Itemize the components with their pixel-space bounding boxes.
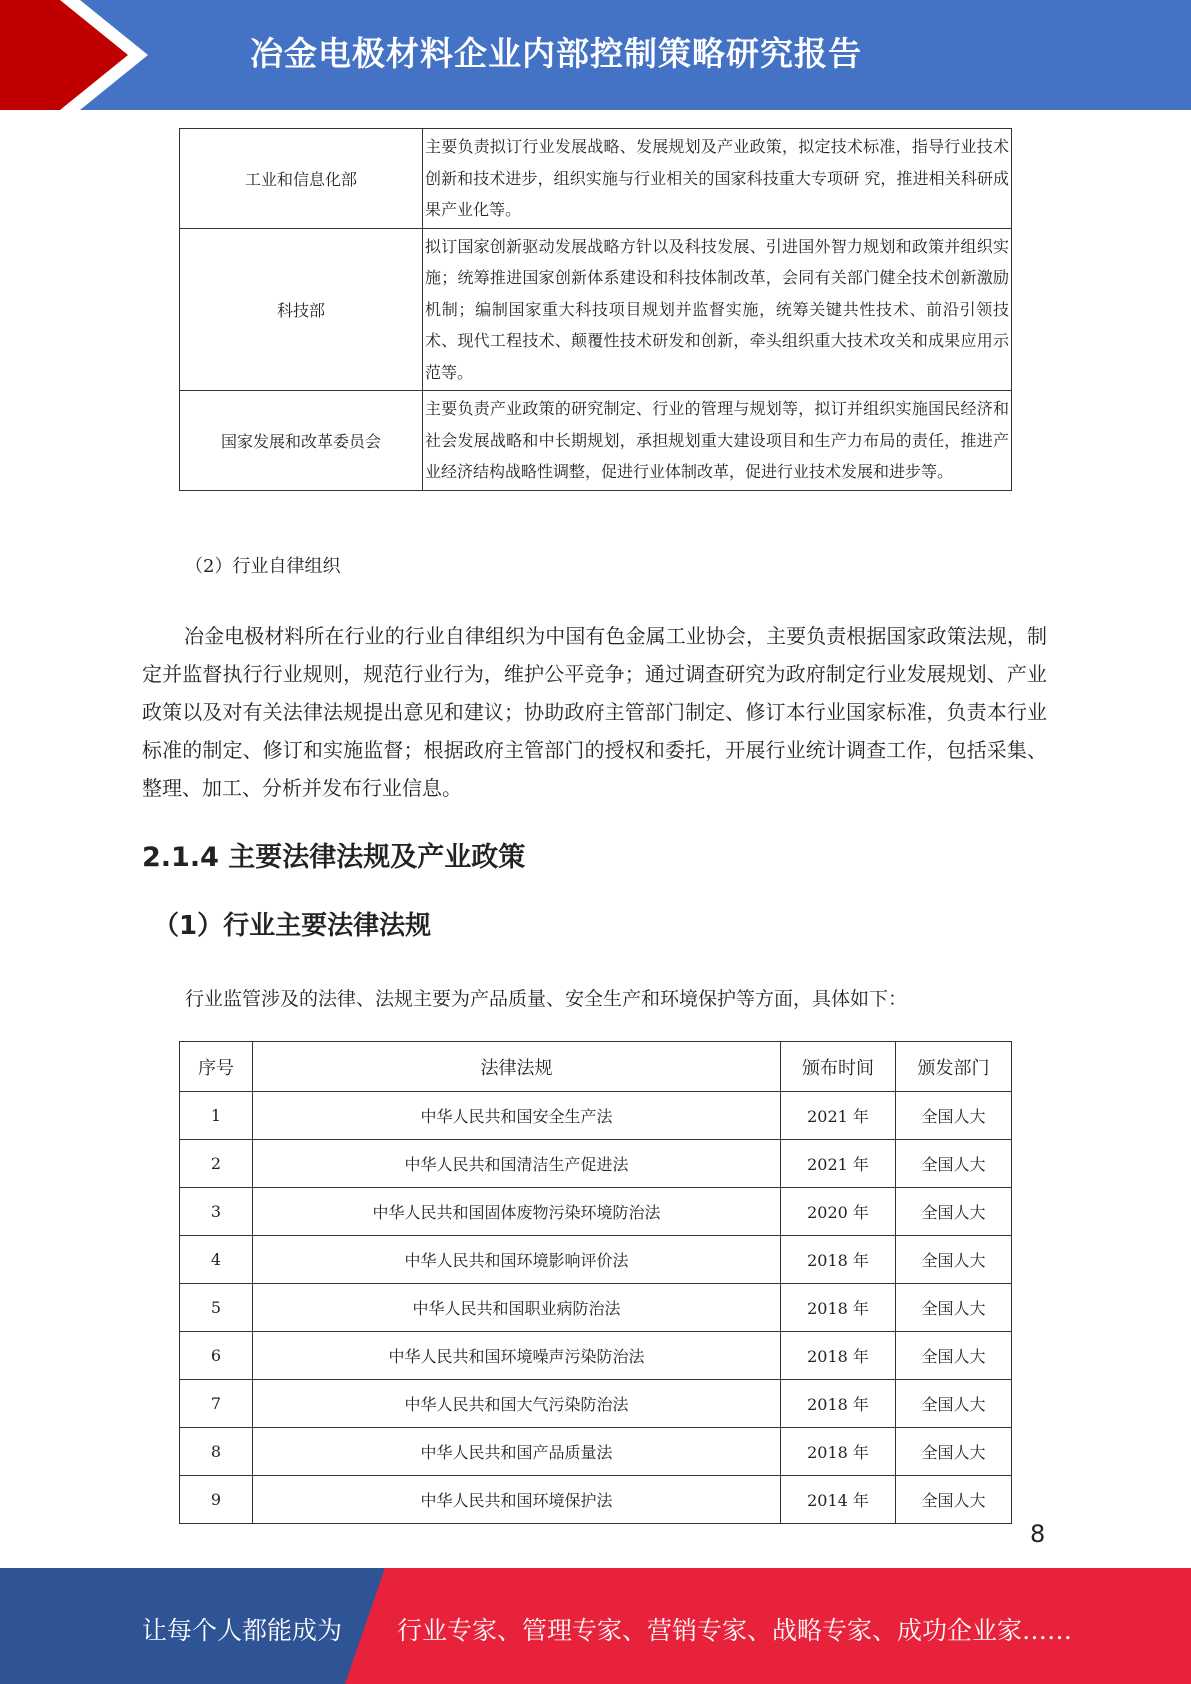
issuing-body: 全国人大 — [896, 1284, 1012, 1332]
issuing-body: 全国人大 — [896, 1428, 1012, 1476]
table-row — [180, 1188, 1012, 1236]
law-name: 中华人民共和国环境噪声污染防治法 — [253, 1332, 781, 1380]
law-name: 中华人民共和国大气污染防治法 — [253, 1380, 781, 1428]
table-row — [180, 1476, 1012, 1524]
intro-text: 行业监管涉及的法律、法规主要为产品质量、安全生产和环境保护等方面，具体如下： — [185, 988, 908, 1010]
issuing-body: 全国人大 — [896, 1476, 1012, 1524]
department-duty: 主要负责拟订行业发展战略、发展规划及产业政策，拟定技术标准，指导行业技术创新和技术进步，组织实施与行业相关的国家科技重大专项研 究，推进相关科研成果产业化等。 — [423, 129, 1012, 229]
law-name: 中华人民共和国职业病防治法 — [253, 1284, 781, 1332]
column-header: 法律法规 — [253, 1042, 781, 1092]
issuing-body: 全国人大 — [896, 1236, 1012, 1284]
issue-year: 2021 年 — [781, 1140, 896, 1188]
issuing-body: 全国人大 — [896, 1092, 1012, 1140]
row-number: 7 — [180, 1380, 253, 1428]
issue-year: 2020 年 — [781, 1188, 896, 1236]
department-duty: 主要负责产业政策的研究制定、行业的管理与规划等，拟订并组织实施国民经济和社会发展战略和中长期规划，承担规划重大建设项目和生产力布局的责任，推进产业经济结构战略性调整，促进行业体制改革，促进行业技术发展和进步等。 — [423, 391, 1012, 491]
table-row — [180, 228, 1012, 391]
row-number: 5 — [180, 1284, 253, 1332]
table-row — [180, 391, 1012, 491]
row-number: 8 — [180, 1428, 253, 1476]
subsection-title: （2）行业自律组织 — [185, 556, 341, 577]
department-name: 科技部 — [180, 228, 423, 391]
subsection-heading: （1）行业主要法律法规 — [153, 911, 432, 941]
row-number: 4 — [180, 1236, 253, 1284]
table-row — [180, 1332, 1012, 1380]
issue-year: 2018 年 — [781, 1332, 896, 1380]
report-title: 冶金电极材料企业内部控制策略研究报告 — [250, 34, 862, 73]
row-number: 6 — [180, 1332, 253, 1380]
department-name: 国家发展和改革委员会 — [180, 391, 423, 491]
table-row — [180, 1428, 1012, 1476]
table-row — [180, 1092, 1012, 1140]
department-table — [179, 128, 1012, 491]
table-row — [180, 1284, 1012, 1332]
body-paragraph: 冶金电极材料所在行业的行业自律组织为中国有色金属工业协会，主要负责根据国家政策法规，制定并监督执行行业规则，规范行业行为，维护公平竞争；通过调查研究为政府制定行业发展规划、产业政策以及对有关法律法规提出意见和建议；协助政府主管部门制定、修订本行业国家标准，负责本行业标准的制定、修订和实施监督；根据政府主管部门的授权和委托，开展行业统计调查工作，包括采集、整理、加工、分析并发布行业信息。 — [142, 624, 1047, 800]
row-number: 9 — [180, 1476, 253, 1524]
law-name: 中华人民共和国清洁生产促进法 — [253, 1140, 781, 1188]
page-header — [0, 0, 1191, 110]
issuing-body: 全国人大 — [896, 1188, 1012, 1236]
department-name: 工业和信息化部 — [180, 129, 423, 229]
row-number: 2 — [180, 1140, 253, 1188]
issuing-body: 全国人大 — [896, 1332, 1012, 1380]
issuing-body: 全国人大 — [896, 1380, 1012, 1428]
header-red-arrow — [0, 0, 145, 110]
law-name: 中华人民共和国安全生产法 — [253, 1092, 781, 1140]
row-number: 3 — [180, 1188, 253, 1236]
law-name: 中华人民共和国环境影响评价法 — [253, 1236, 781, 1284]
issue-year: 2021 年 — [781, 1092, 896, 1140]
column-header: 颁发部门 — [896, 1042, 1012, 1092]
issue-year: 2018 年 — [781, 1380, 896, 1428]
issuing-body: 全国人大 — [896, 1140, 1012, 1188]
issue-year: 2014 年 — [781, 1476, 896, 1524]
issue-year: 2018 年 — [781, 1284, 896, 1332]
column-header: 颁布时间 — [781, 1042, 896, 1092]
column-header: 序号 — [180, 1042, 253, 1092]
law-name: 中华人民共和国产品质量法 — [253, 1428, 781, 1476]
page-number: 8 — [1030, 1520, 1046, 1548]
footer-slogan-left: 让每个人都能成为 — [142, 1616, 343, 1645]
footer-slogan-right: 行业专家、管理专家、营销专家、战略专家、成功企业家…… — [397, 1616, 1073, 1645]
page-footer — [0, 1568, 1191, 1684]
department-duty: 拟订国家创新驱动发展战略方针以及科技发展、引进国外智力规划和政策并组织实施；统筹推进国家创新体系建设和科技体制改革，会同有关部门健全技术创新激励机制；编制国家重大科技项目规划并监督实施，统筹关键共性技术、前沿引领技术、现代工程技术、颠覆性技术研发和创新，牵头组织重大技术攻关和成果应用示范等。 — [423, 228, 1012, 391]
section-heading: 2.1.4 主要法律法规及产业政策 — [142, 842, 526, 873]
law-table — [179, 1041, 1012, 1524]
table-row — [180, 1380, 1012, 1428]
table-row — [180, 129, 1012, 229]
law-name: 中华人民共和国环境保护法 — [253, 1476, 781, 1524]
table-row — [180, 1140, 1012, 1188]
issue-year: 2018 年 — [781, 1428, 896, 1476]
row-number: 1 — [180, 1092, 253, 1140]
table-row — [180, 1236, 1012, 1284]
table-header-row — [180, 1042, 1012, 1092]
issue-year: 2018 年 — [781, 1236, 896, 1284]
law-name: 中华人民共和国固体废物污染环境防治法 — [253, 1188, 781, 1236]
